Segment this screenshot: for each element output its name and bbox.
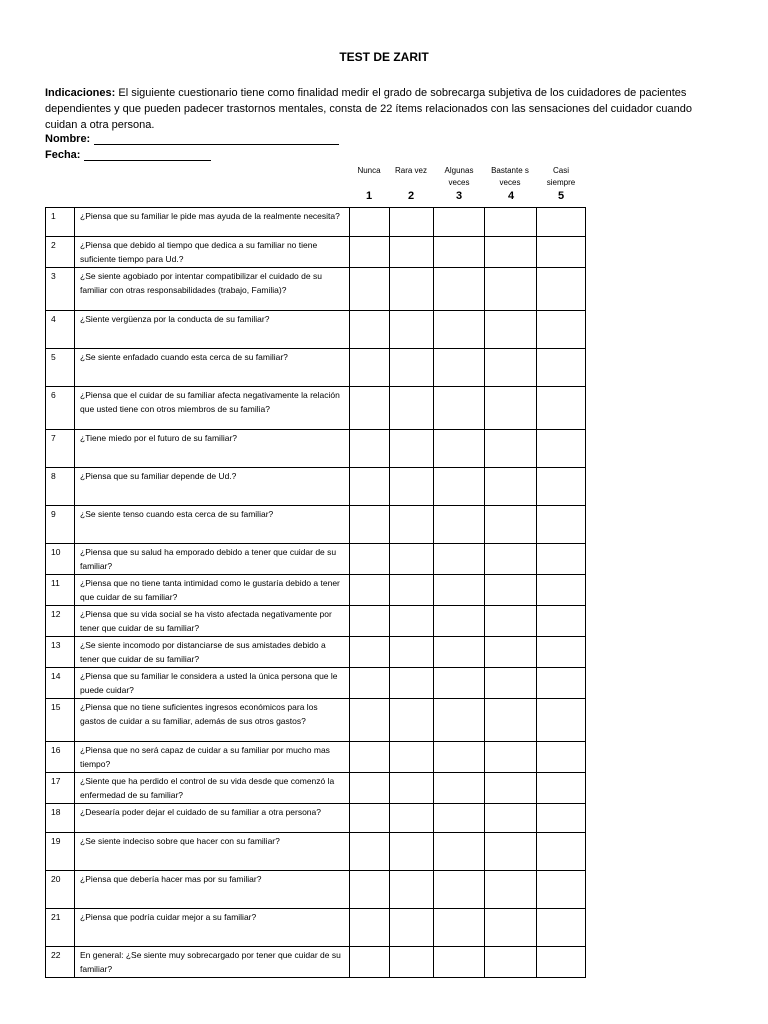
- table-row: [46, 773, 586, 804]
- answer-cell-5[interactable]: [537, 506, 586, 544]
- item-question: ¿Se siente tenso cuando esta cerca de su familiar?: [75, 506, 350, 544]
- answer-cell-1[interactable]: [350, 237, 390, 268]
- answer-cell-2[interactable]: [390, 349, 434, 387]
- column-header-casi-siempre: Casi siempre: [546, 166, 576, 187]
- answer-cell-1[interactable]: [350, 575, 390, 606]
- answer-cell-5[interactable]: [537, 637, 586, 668]
- item-question: ¿Tiene miedo por el futuro de su familiar?: [75, 430, 350, 468]
- item-question: ¿Piensa que el cuidar de su familiar afecta negativamente la relación que usted tiene con otros miembros de su familia?: [75, 387, 350, 430]
- answer-cell-4[interactable]: [485, 311, 537, 349]
- answer-cell-1[interactable]: [350, 430, 390, 468]
- name-label: Nombre:: [45, 133, 91, 145]
- answer-cell-3[interactable]: [434, 208, 485, 237]
- item-number: 16: [46, 742, 75, 773]
- answer-cell-4[interactable]: [485, 637, 537, 668]
- table-row: [46, 575, 586, 606]
- table-row: [46, 311, 586, 349]
- answer-cell-5[interactable]: [537, 468, 586, 506]
- answer-cell-2[interactable]: [390, 833, 434, 871]
- answer-cell-5[interactable]: [537, 311, 586, 349]
- item-number: 10: [46, 544, 75, 575]
- answer-cell-3[interactable]: [434, 947, 485, 978]
- answer-cell-5[interactable]: [537, 208, 586, 237]
- answer-cell-2[interactable]: [390, 804, 434, 833]
- answer-cell-5[interactable]: [537, 268, 586, 311]
- item-question: ¿Siente que ha perdido el control de su vida desde que comenzó la enfermedad de su familiar?: [75, 773, 350, 804]
- answer-cell-4[interactable]: [485, 575, 537, 606]
- answer-cell-4[interactable]: [485, 208, 537, 237]
- answer-cell-1[interactable]: [350, 742, 390, 773]
- table-row: [46, 804, 586, 833]
- item-number: 21: [46, 909, 75, 947]
- answer-cell-4[interactable]: [485, 349, 537, 387]
- item-number: 9: [46, 506, 75, 544]
- answer-cell-4[interactable]: [485, 387, 537, 430]
- answer-cell-2[interactable]: [390, 544, 434, 575]
- column-header-algunas-veces: Algunas veces: [444, 166, 474, 187]
- date-blank-line[interactable]: [84, 149, 211, 161]
- item-question: ¿Se siente enfadado cuando esta cerca de su familiar?: [75, 349, 350, 387]
- answer-cell-5[interactable]: [537, 699, 586, 742]
- item-number: 20: [46, 871, 75, 909]
- item-question: ¿Piensa que su salud ha emporado debido a tener que cuidar de su familiar?: [75, 544, 350, 575]
- answer-cell-4[interactable]: [485, 833, 537, 871]
- answer-cell-2[interactable]: [390, 742, 434, 773]
- answer-cell-3[interactable]: [434, 699, 485, 742]
- answer-cell-5[interactable]: [537, 773, 586, 804]
- indications-label: Indicaciones:: [45, 87, 116, 99]
- answer-cell-4[interactable]: [485, 430, 537, 468]
- answer-cell-1[interactable]: [350, 833, 390, 871]
- answer-cell-3[interactable]: [434, 506, 485, 544]
- column-header-bastantes-veces: Bastante s veces: [491, 166, 529, 187]
- answer-cell-1[interactable]: [350, 387, 390, 430]
- answer-cell-4[interactable]: [485, 947, 537, 978]
- date-label: Fecha:: [45, 149, 81, 161]
- answer-cell-1[interactable]: [350, 606, 390, 637]
- answer-cell-3[interactable]: [434, 606, 485, 637]
- item-number: 3: [46, 268, 75, 311]
- answer-cell-4[interactable]: [485, 909, 537, 947]
- answer-cell-2[interactable]: [390, 430, 434, 468]
- answer-cell-3[interactable]: [434, 430, 485, 468]
- answer-cell-2[interactable]: [390, 637, 434, 668]
- answer-cell-3[interactable]: [434, 668, 485, 699]
- answer-cell-5[interactable]: [537, 833, 586, 871]
- column-number-4: 4: [507, 190, 515, 202]
- answer-cell-2[interactable]: [390, 606, 434, 637]
- table-row: [46, 468, 586, 506]
- name-blank-line[interactable]: [94, 133, 339, 145]
- table-row: [46, 637, 586, 668]
- answer-cell-2[interactable]: [390, 208, 434, 237]
- item-number: 19: [46, 833, 75, 871]
- answer-cell-1[interactable]: [350, 871, 390, 909]
- answer-cell-4[interactable]: [485, 268, 537, 311]
- table-row: [46, 833, 586, 871]
- indications-text: El siguiente cuestionario tiene como finalidad medir el grado de sobrecarga subjetiva de los cuidadores de pacientes dependientes y que pueden padecer trastornos mentales, consta de 22 ítems relacionados con las sensaciones del cuidador cuando cuidan a otra persona.: [45, 87, 692, 131]
- answer-cell-3[interactable]: [434, 237, 485, 268]
- item-question: ¿Piensa que no será capaz de cuidar a su familiar por mucho mas tiempo?: [75, 742, 350, 773]
- item-question: ¿Se siente indeciso sobre que hacer con su familiar?: [75, 833, 350, 871]
- item-number: 4: [46, 311, 75, 349]
- answer-cell-1[interactable]: [350, 311, 390, 349]
- answer-cell-2[interactable]: [390, 871, 434, 909]
- table-row: [46, 268, 586, 311]
- table-row: [46, 871, 586, 909]
- answer-cell-3[interactable]: [434, 833, 485, 871]
- answer-cell-3[interactable]: [434, 909, 485, 947]
- answer-cell-2[interactable]: [390, 575, 434, 606]
- item-question: ¿Siente vergüenza por la conducta de su familiar?: [75, 311, 350, 349]
- item-question: ¿Piensa que debería hacer mas por su familiar?: [75, 871, 350, 909]
- answer-cell-5[interactable]: [537, 742, 586, 773]
- table-row: [46, 237, 586, 268]
- item-number: 5: [46, 349, 75, 387]
- item-number: 15: [46, 699, 75, 742]
- answer-cell-4[interactable]: [485, 544, 537, 575]
- answer-cell-1[interactable]: [350, 804, 390, 833]
- table-row: [46, 387, 586, 430]
- answer-cell-3[interactable]: [434, 575, 485, 606]
- answer-cell-2[interactable]: [390, 268, 434, 311]
- answer-cell-5[interactable]: [537, 430, 586, 468]
- table-row: [46, 909, 586, 947]
- item-question: ¿Piensa que su vida social se ha visto afectada negativamente por tener que cuidar de su familiar?: [75, 606, 350, 637]
- item-question: ¿Se siente agobiado por intentar compatibilizar el cuidado de su familiar con otras responsabilidades (trabajo, Familia)?: [75, 268, 350, 311]
- answer-cell-1[interactable]: [350, 506, 390, 544]
- item-question: ¿Se siente incomodo por distanciarse de sus amistades debido a tener que cuidar de su familiar?: [75, 637, 350, 668]
- item-question: ¿Piensa que su familiar depende de Ud.?: [75, 468, 350, 506]
- item-number: 13: [46, 637, 75, 668]
- item-question: ¿Piensa que podría cuidar mejor a su familiar?: [75, 909, 350, 947]
- answer-cell-2[interactable]: [390, 947, 434, 978]
- item-question: ¿Desearía poder dejar el cuidado de su familiar a otra persona?: [75, 804, 350, 833]
- name-field: [45, 133, 339, 145]
- item-number: 17: [46, 773, 75, 804]
- answer-cell-3[interactable]: [434, 742, 485, 773]
- item-number: 7: [46, 430, 75, 468]
- column-header-nunca: Nunca: [357, 166, 381, 175]
- answer-cell-2[interactable]: [390, 668, 434, 699]
- item-number: 11: [46, 575, 75, 606]
- answer-cell-2[interactable]: [390, 468, 434, 506]
- answer-cell-1[interactable]: [350, 544, 390, 575]
- answer-cell-4[interactable]: [485, 506, 537, 544]
- table-row: [46, 430, 586, 468]
- answer-cell-5[interactable]: [537, 871, 586, 909]
- answer-cell-1[interactable]: [350, 468, 390, 506]
- date-field: [45, 149, 211, 161]
- column-number-3: 3: [455, 190, 463, 202]
- answer-cell-1[interactable]: [350, 268, 390, 311]
- answer-cell-3[interactable]: [434, 268, 485, 311]
- table-row: [46, 947, 586, 978]
- item-question: ¿Piensa que debido al tiempo que dedica a su familiar no tiene suficiente tiempo para Ud.?: [75, 237, 350, 268]
- answer-cell-2[interactable]: [390, 237, 434, 268]
- answer-cell-2[interactable]: [390, 506, 434, 544]
- answer-cell-4[interactable]: [485, 606, 537, 637]
- answer-cell-2[interactable]: [390, 773, 434, 804]
- answer-cell-5[interactable]: [537, 606, 586, 637]
- answer-cell-2[interactable]: [390, 909, 434, 947]
- answer-cell-3[interactable]: [434, 804, 485, 833]
- item-number: 18: [46, 804, 75, 833]
- questionnaire-table: [45, 207, 586, 978]
- answer-cell-3[interactable]: [434, 637, 485, 668]
- item-number: 8: [46, 468, 75, 506]
- column-number-2: 2: [407, 190, 415, 202]
- answer-cell-3[interactable]: [434, 773, 485, 804]
- answer-cell-4[interactable]: [485, 699, 537, 742]
- answer-cell-1[interactable]: [350, 947, 390, 978]
- item-number: 1: [46, 208, 75, 237]
- table-row: [46, 506, 586, 544]
- answer-cell-4[interactable]: [485, 773, 537, 804]
- answer-cell-3[interactable]: [434, 871, 485, 909]
- answer-cell-2[interactable]: [390, 311, 434, 349]
- answer-cell-5[interactable]: [537, 237, 586, 268]
- answer-cell-5[interactable]: [537, 947, 586, 978]
- item-number: 22: [46, 947, 75, 978]
- column-number-5: 5: [557, 190, 565, 202]
- table-row: [46, 742, 586, 773]
- answer-cell-3[interactable]: [434, 349, 485, 387]
- answer-cell-1[interactable]: [350, 637, 390, 668]
- answer-cell-1[interactable]: [350, 909, 390, 947]
- answer-cell-1[interactable]: [350, 773, 390, 804]
- item-question: ¿Piensa que no tiene suficientes ingresos económicos para los gastos de cuidar a su familiar, además de sus otros gastos?: [75, 699, 350, 742]
- answer-cell-5[interactable]: [537, 387, 586, 430]
- table-row: [46, 668, 586, 699]
- answer-cell-5[interactable]: [537, 349, 586, 387]
- table-row: [46, 606, 586, 637]
- table-row: [46, 699, 586, 742]
- answer-cell-5[interactable]: [537, 668, 586, 699]
- answer-cell-3[interactable]: [434, 311, 485, 349]
- answer-cell-4[interactable]: [485, 468, 537, 506]
- item-question: ¿Piensa que su familiar le considera a usted la única persona que le puede cuidar?: [75, 668, 350, 699]
- table-row: [46, 208, 586, 237]
- answer-cell-1[interactable]: [350, 668, 390, 699]
- page-title: TEST DE ZARIT: [339, 50, 429, 64]
- item-question: En general: ¿Se siente muy sobrecargado por tener que cuidar de su familiar?: [75, 947, 350, 978]
- item-number: 2: [46, 237, 75, 268]
- table-row: [46, 544, 586, 575]
- answer-cell-2[interactable]: [390, 387, 434, 430]
- answer-cell-5[interactable]: [537, 544, 586, 575]
- indications-paragraph: [45, 85, 725, 133]
- answer-cell-4[interactable]: [485, 742, 537, 773]
- item-number: 14: [46, 668, 75, 699]
- answer-cell-4[interactable]: [485, 668, 537, 699]
- answer-cell-5[interactable]: [537, 804, 586, 833]
- answer-cell-4[interactable]: [485, 237, 537, 268]
- answer-cell-1[interactable]: [350, 699, 390, 742]
- item-question: ¿Piensa que su familiar le pide mas ayuda de la realmente necesita?: [75, 208, 350, 237]
- answer-cell-3[interactable]: [434, 387, 485, 430]
- column-header-rara-vez: Rara vez: [394, 166, 427, 175]
- answer-cell-5[interactable]: [537, 575, 586, 606]
- answer-cell-2[interactable]: [390, 699, 434, 742]
- answer-cell-4[interactable]: [485, 804, 537, 833]
- item-question: ¿Piensa que no tiene tanta intimidad como le gustaría debido a tener que cuidar de su familiar?: [75, 575, 350, 606]
- table-row: [46, 349, 586, 387]
- answer-cell-5[interactable]: [537, 909, 586, 947]
- item-number: 12: [46, 606, 75, 637]
- answer-cell-4[interactable]: [485, 871, 537, 909]
- answer-cell-3[interactable]: [434, 468, 485, 506]
- answer-cell-1[interactable]: [350, 349, 390, 387]
- column-number-1: 1: [365, 190, 373, 202]
- answer-cell-1[interactable]: [350, 208, 390, 237]
- answer-cell-3[interactable]: [434, 544, 485, 575]
- item-number: 6: [46, 387, 75, 430]
